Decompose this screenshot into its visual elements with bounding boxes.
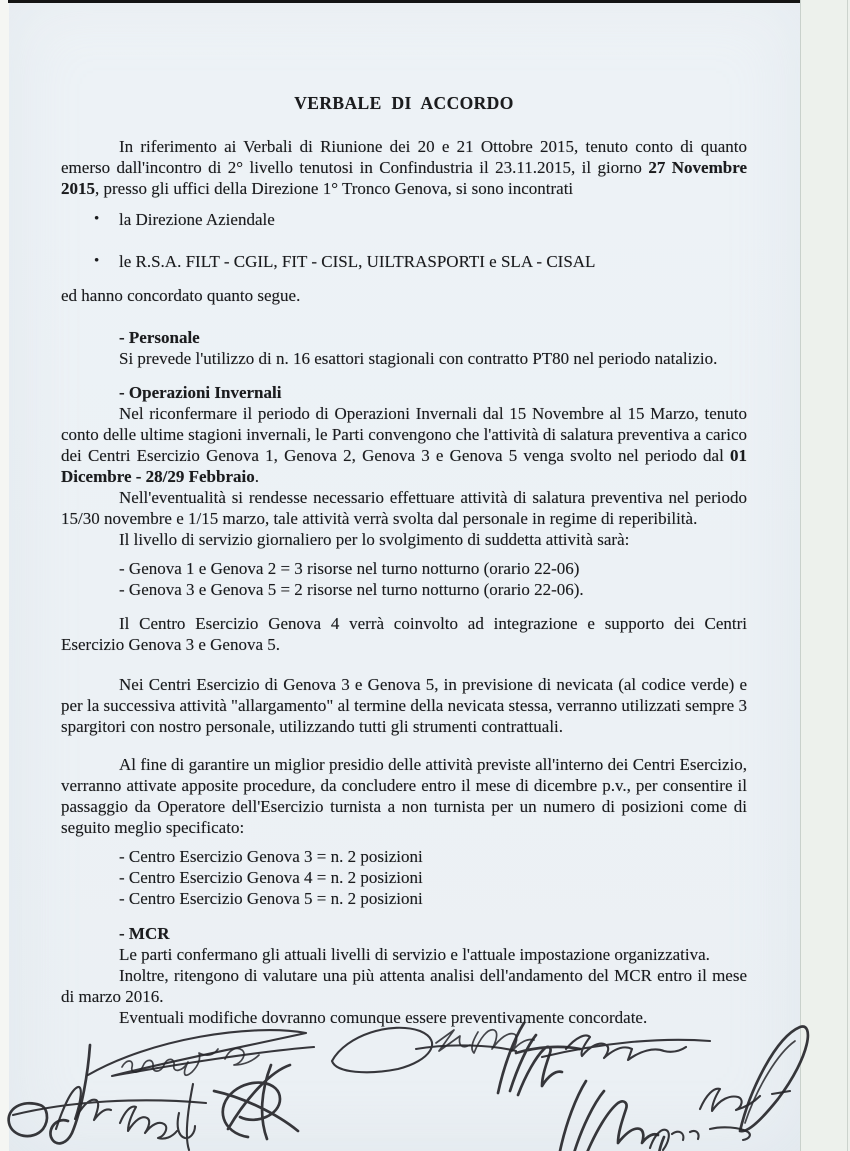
section-heading-personale: - Personale [119,328,200,347]
operazioni-paragraph-4: Il Centro Esercizio Genova 4 verrà coinvolto ad integrazione e supporto dei Centri Esercizio Genova 3 e Genova 5. [61,614,747,654]
party-label: le R.S.A. FILT - CGIL, FIT - CISL, UILTRASPORTI e SLA - CISAL [119,252,596,271]
operazioni-paragraph-5: Nei Centri Esercizio di Genova 3 e Genova 5, in previsione di nevicata (al codice verde) e per la successiva attività "allargamento" al termine della nevicata stessa, verranno utilizzati sempre 3 spargitori con nostro personale, utilizzando tutti gli strumenti contrattuali. [61,675,747,736]
position-item: - Centro Esercizio Genova 5 = n. 2 posizioni [119,889,423,908]
document-page [9,0,800,1151]
personale-body: Si prevede l'utilizzo di n. 16 esattori stagionali con contratto PT80 nel periodo natalizio. [119,349,718,368]
intro-text-2: , presso gli uffici della Direzione 1° Tronco Genova, si sono incontrati [95,179,574,198]
service-level-item: - Genova 1 e Genova 2 = 3 risorse nel turno notturno (orario 22-06) [119,559,580,578]
operazioni-paragraph-6: Al fine di garantire un miglior presidio delle attività previste all'interno dei Centri Esercizio, verranno attivate apposite procedure, da concludere entro il mese di dicembre p.v., per consentire il passaggio da Operatore dell'Esercizio turnista a non turnista per un numero di posizioni come di seguito meglio specificato: [61,755,747,837]
intro-text-1: In riferimento ai Verbali di Riunione dei 20 e 21 Ottobre 2015, tenuto conto di quanto emerso dall'incontro di 2° livello tenutosi in Confindustria il 23.11.2015, il giorno [61,137,747,177]
operazioni-paragraph-3: Il livello di servizio giornaliero per lo svolgimento di suddetta attività sarà: [119,530,630,549]
scan-edge-right [800,0,850,1151]
section-heading-mcr: - MCR [119,924,170,943]
operazioni-period-bold: 01 Dicembre - 28/29 Febbraio [61,446,747,486]
page-title: VERBALE DI ACCORDO [294,93,514,113]
intro-paragraph [61,136,747,199]
operazioni-paragraph-1 [61,403,747,487]
service-levels-list [61,558,747,600]
document-content [61,0,747,1028]
position-item: - Centro Esercizio Genova 4 = n. 2 posizioni [119,868,423,887]
party-item-rsa [61,251,747,272]
party-item-direzione [61,209,747,230]
mcr-paragraph-2: Inoltre, ritengono di valutare una più attenta analisi dell'andamento del MCR entro il mese di marzo 2016. [61,966,747,1006]
positions-list [61,846,747,909]
bullet-icon: • [94,253,100,269]
agreement-lead: ed hanno concordato quanto segue. [61,286,301,305]
mcr-paragraph-1: Le parti confermano gli attuali livelli di servizio e l'attuale impostazione organizzativa. [119,945,710,964]
intro-date-bold: 27 Novembre 2015 [61,158,747,198]
section-heading-operazioni-invernali: - Operazioni Invernali [119,383,282,402]
mcr-paragraph-3: Eventuali modifiche dovranno comunque essere preventivamente concordate. [119,1008,648,1027]
operazioni-text-2: . [254,467,259,486]
operazioni-paragraph-2: Nell'eventualità si rendesse necessario effettuare attività di salatura preventiva nel periodo 15/30 novembre e 1/15 marzo, tale attività verrà svolta dal personale in regime di reperibilità. [61,488,747,528]
operazioni-text-1: Nel riconfermare il periodo di Operazioni Invernali dal 15 Novembre al 15 Marzo, tenuto conto delle ultime stagioni invernali, le Parti convengono che l'attività di salatura preventiva a carico dei Centri Esercizio Genova 1, Genova 2, Genova 3 e Genova 5 venga svolto nel periodo dal [61,404,747,465]
party-label: la Direzione Aziendale [119,210,275,229]
bullet-icon: • [94,211,100,227]
position-item: - Centro Esercizio Genova 3 = n. 2 posizioni [119,847,423,866]
service-level-item: - Genova 3 e Genova 5 = 2 risorse nel turno notturno (orario 22-06). [119,580,584,599]
